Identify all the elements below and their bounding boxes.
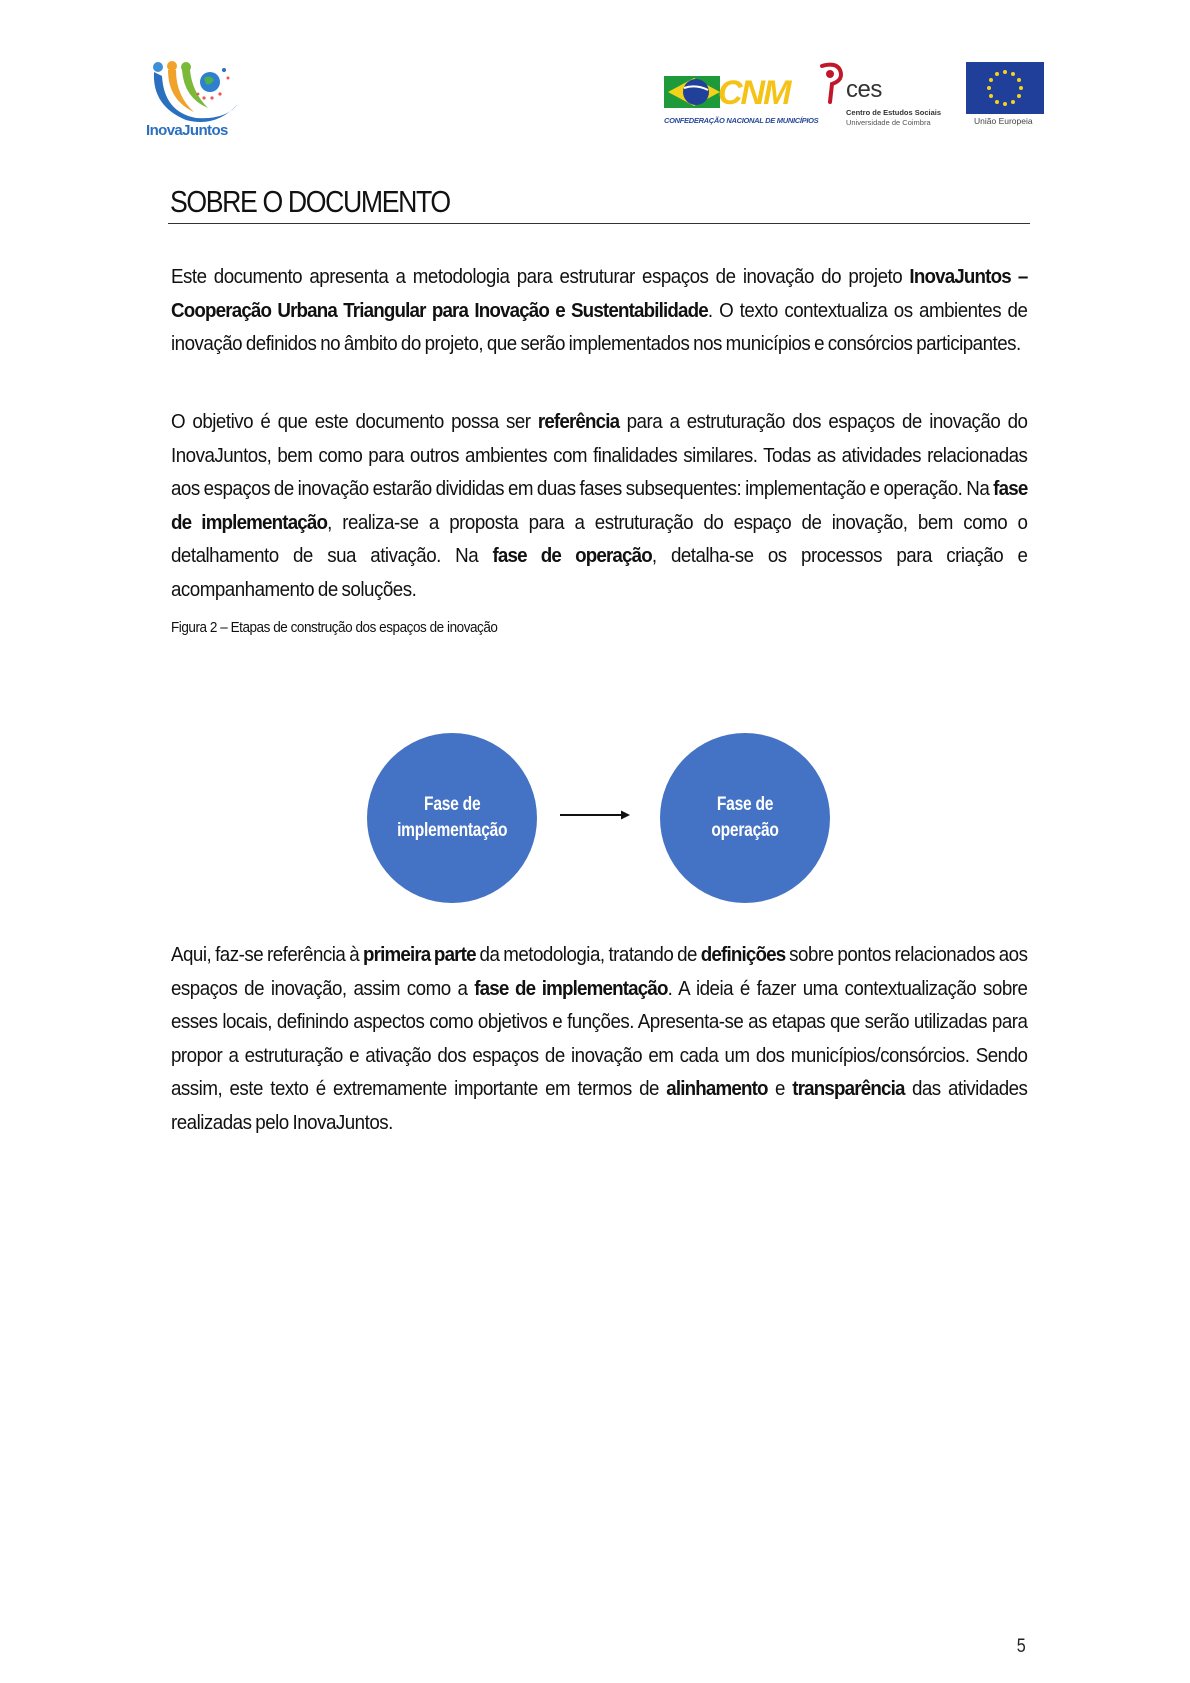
emphasis-fase-implementacao: fase de implementação xyxy=(474,976,668,1000)
arrow-right-icon xyxy=(560,808,630,822)
phase-node-label-line2: implementação xyxy=(396,820,508,841)
ces-logo-text: ces xyxy=(846,76,882,103)
page-number: 5 xyxy=(1016,1636,1026,1657)
text-span: para a estruturação dos espaços de inovação do InovaJuntos, bem como para outros ambientes com finalidades similares. Todas as atividades relacionadas aos espaços de inovação estarão divididas em duas fases subsequentes: implementação e operação. Na xyxy=(171,410,1028,501)
cnm-logo-subtitle: CONFEDERAÇÃO NACIONAL DE MUNICÍPIOS xyxy=(664,116,819,125)
ces-logo xyxy=(818,62,943,128)
cnm-logo xyxy=(664,72,819,128)
phase-node-label-line2: operação xyxy=(711,820,779,841)
text-span: . O texto contextualiza os ambientes de inovação definidos no âmbito do projeto, que serão implementados nos municípios e consórcios participantes. xyxy=(171,298,1028,356)
paragraph-intro xyxy=(171,260,1027,361)
eu-logo-text: União Europeia xyxy=(974,116,1033,126)
section-title: SOBRE O DOCUMENTO xyxy=(170,184,450,219)
text-span: . A ideia é fazer uma contextualização sobre esses locais, definindo aspectos como objetivos e funções. Apresenta-se as etapas que serão utilizadas para propor a estruturação e ativação dos espaços de inovação em cada um dos municípios/consórcios. Sendo assim, este texto é extremamente importante em termos de xyxy=(171,976,1028,1101)
emphasis-alinhamento: alinhamento xyxy=(666,1077,768,1101)
ces-logo-line2: Universidade de Coimbra xyxy=(846,118,931,127)
text-span: das atividades realizadas pelo InovaJuntos. xyxy=(171,1077,1028,1134)
eu-flag-icon xyxy=(966,62,1044,114)
inovajuntos-logo-text xyxy=(146,122,228,139)
brazil-flag-icon xyxy=(664,72,724,112)
emphasis-fase-operacao: fase de operação xyxy=(492,544,652,568)
text-span: sobre pontos relacionados aos espaços de inovação, assim como a xyxy=(171,943,1028,1000)
inovajuntos-logo xyxy=(146,58,246,146)
text-span: , detalha-se os processos para criação e acompanhamento de soluções. xyxy=(171,544,1028,601)
phase-node-label-line1: Fase de xyxy=(423,794,481,815)
emphasis-primeira-parte: primeira parte xyxy=(362,943,476,966)
figure-caption: Figura 2 – Etapas de construção dos espaços de inovação xyxy=(171,619,498,636)
phase-node-implementation xyxy=(367,733,537,903)
emphasis-fase-implementacao: fase de implementação xyxy=(171,477,1028,534)
text-span: da metodologia, tratando de xyxy=(475,943,701,966)
text-span: Aqui, faz-se referência à xyxy=(171,943,363,966)
emphasis-project-name: InovaJuntos – Cooperação Urbana Triangular para Inovação e Sustentabilidade xyxy=(171,265,1028,322)
text-span: e xyxy=(767,1077,793,1101)
emphasis-transparencia: transparência xyxy=(792,1077,905,1101)
text-span: , realiza-se a proposta para a estruturação do espaço de inovação, bem como o detalhamento de sua ativação. Na xyxy=(171,510,1028,568)
ces-logo-mark-icon xyxy=(818,62,846,106)
paragraph-first-part xyxy=(171,938,1027,1140)
cnm-logo-text: CNM xyxy=(718,74,790,112)
phase-node-label-line1: Fase de xyxy=(716,794,774,815)
emphasis-referencia: referência xyxy=(537,410,620,433)
paragraph-objective xyxy=(171,405,1027,607)
emphasis-definicoes: definições xyxy=(700,943,786,966)
title-divider xyxy=(168,223,1030,224)
inovajuntos-logo-text-bound: InovaJuntos xyxy=(146,122,228,139)
text-span: Este documento apresenta a metodologia para estruturar espaços de inovação do projeto xyxy=(171,265,910,288)
phase-node-operation xyxy=(660,733,830,903)
eu-logo xyxy=(966,62,1044,128)
ces-logo-line1: Centro de Estudos Sociais xyxy=(846,108,942,117)
text-span: O objetivo é que este documento possa ser xyxy=(171,410,538,433)
